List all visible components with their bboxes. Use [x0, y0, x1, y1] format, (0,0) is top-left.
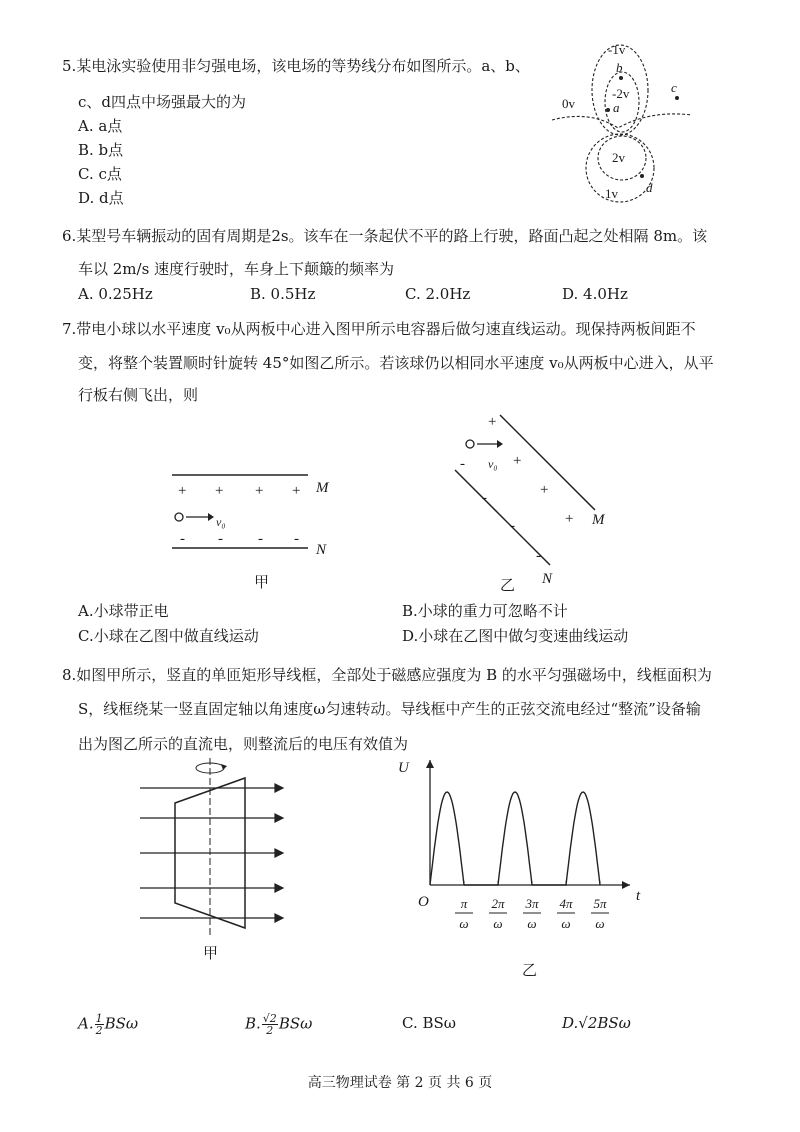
caption-yi: 乙	[500, 578, 516, 594]
numerator: √2	[262, 1012, 277, 1025]
point-d: d	[646, 180, 653, 195]
q7-option-b: B.小球的重力可忽略不计	[402, 602, 568, 620]
q8-stem-line2: S，线框绕某一竖直固定轴以角速度ω匀速转动。导线框中产生的正弦交流电经过“整流”设备输	[78, 700, 701, 718]
option-text: BSω	[422, 1014, 457, 1032]
svg-text:+: +	[513, 453, 522, 469]
tick-numerator: 4π	[559, 896, 573, 911]
svg-text:-: -	[180, 531, 185, 547]
plate-label-m: M	[316, 480, 329, 496]
q8-option-a	[78, 1013, 138, 1036]
svg-text:-: -	[294, 531, 299, 547]
point-a: a	[613, 100, 620, 115]
voltage-arch	[464, 792, 532, 885]
svg-text:-: -	[482, 490, 487, 506]
rectified-voltage-chart	[400, 760, 660, 990]
svg-text:+: +	[565, 511, 574, 527]
q7-option-a: A.小球带正电	[78, 602, 169, 620]
denominator: 2	[266, 1024, 274, 1037]
q5-stem-line1: 5.某电泳实验使用非匀强电场，该电场的等势线分布如图所示。a、b、	[62, 57, 530, 75]
velocity-label: v₀	[216, 515, 226, 529]
label-0v: 0v	[562, 96, 575, 111]
q8-option-b	[245, 1013, 312, 1036]
svg-text:-: -	[258, 531, 263, 547]
q7-option-c: C.小球在乙图中做直线运动	[78, 627, 259, 645]
tick-numerator: 2π	[491, 896, 505, 911]
option-text: BSω	[104, 1014, 139, 1033]
q7-stem-line1: 7.带电小球以水平速度 v₀从两板中心进入图甲所示电容器后做匀速直线运动。现保持两板间距不	[62, 320, 696, 338]
voltage-arch	[430, 792, 464, 885]
option-prefix: C.	[402, 1014, 423, 1032]
caption-jia-8: 甲	[203, 946, 219, 962]
q5-option-d: D. d点	[78, 189, 124, 207]
q8-stem-line1: 8.如图甲所示，竖直的单匝矩形导线框，全部处于磁感应强度为 B 的水平匀强磁场中，线框面积为	[62, 666, 712, 684]
q8-option-c	[402, 1013, 456, 1033]
plate-label-n: N	[316, 542, 327, 558]
tick-numerator: π	[460, 896, 468, 911]
voltage-arch	[532, 792, 600, 885]
q5-option-c: C. c点	[78, 165, 122, 183]
fraction	[95, 1013, 104, 1036]
tick-numerator: 3π	[525, 896, 539, 911]
svg-text:+: +	[488, 414, 497, 430]
tick-denominator: ω	[527, 916, 537, 931]
svg-text:+: +	[292, 483, 301, 499]
rotating-coil-figure	[135, 758, 295, 962]
q5-option-a: A. a点	[78, 117, 123, 135]
plate-label-n-b: N	[542, 571, 553, 587]
q5-stem-line2: c、d四点中场强最大的为	[78, 93, 247, 111]
q6-stem-line1: 6.某型号车辆振动的固有周期是2s。该车在一条起伏不平的路上行驶，路面凸起之处相隔 8m。该	[62, 227, 708, 245]
svg-text:+: +	[540, 482, 549, 498]
q7-stem-line3: 行板右侧飞出，则	[78, 386, 199, 404]
label-2v: 2v	[612, 150, 625, 165]
tick-denominator: ω	[493, 916, 503, 931]
tick-denominator: ω	[459, 916, 469, 931]
point-c: c	[671, 80, 677, 95]
q6-stem-line2: 车以 2m/s 速度行驶时，车身上下颠簸的频率为	[78, 260, 395, 278]
label-minus-2v: -2v	[612, 86, 630, 101]
velocity-label-b: v₀	[488, 457, 498, 471]
option-prefix: B.	[245, 1014, 261, 1033]
x-axis-label: t	[636, 888, 641, 904]
capacitor-figure-a	[170, 470, 340, 595]
q7-option-d: D.小球在乙图中做匀变速曲线运动	[402, 627, 629, 645]
origin-label: O	[418, 894, 429, 910]
point-b: b	[616, 60, 623, 75]
capacitor-figure-b	[450, 410, 630, 595]
option-prefix: D.	[562, 1014, 579, 1032]
option-text: BSω	[278, 1014, 313, 1033]
q6-option-b: B. 0.5Hz	[250, 285, 316, 303]
svg-text:-: -	[460, 456, 465, 472]
plate-label-m-b: M	[592, 512, 605, 528]
q6-option-a: A. 0.25Hz	[78, 285, 153, 303]
tick-numerator: 5π	[593, 896, 607, 911]
svg-text:-: -	[218, 531, 223, 547]
fraction	[262, 1013, 278, 1036]
svg-text:+: +	[178, 483, 187, 499]
numerator: 1	[95, 1012, 103, 1025]
q6-option-d: D. 4.0Hz	[562, 285, 628, 303]
option-text: √2BSω	[578, 1014, 631, 1032]
denominator: 2	[95, 1024, 103, 1037]
q8-stem-line3: 出为图乙所示的直流电，则整流后的电压有效值为	[78, 735, 409, 753]
q5-option-b: B. b点	[78, 141, 124, 159]
svg-text:+: +	[215, 483, 224, 499]
svg-text:-: -	[510, 518, 515, 534]
caption-jia: 甲	[254, 575, 270, 591]
page-footer: 高三物理试卷 第 2 页 共 6 页	[307, 1075, 493, 1091]
label-1v: 1v	[605, 186, 618, 201]
svg-text:+: +	[255, 483, 264, 499]
tick-denominator: ω	[595, 916, 605, 931]
svg-text:-: -	[536, 548, 541, 564]
option-prefix: A.	[78, 1014, 94, 1033]
q5-equipotential-figure	[540, 40, 760, 200]
tick-denominator: ω	[561, 916, 571, 931]
q7-stem-line2: 变，将整个装置顺时针旋转 45°如图乙所示。若该球仍以相同水平速度 v₀从两板中心进入，从平	[78, 354, 714, 372]
y-axis-label: U	[398, 760, 409, 776]
q8-option-d	[562, 1013, 631, 1033]
q6-option-c: C. 2.0Hz	[405, 285, 471, 303]
caption-yi-8: 乙	[522, 963, 538, 979]
label-minus-1v: -1v	[608, 42, 626, 57]
